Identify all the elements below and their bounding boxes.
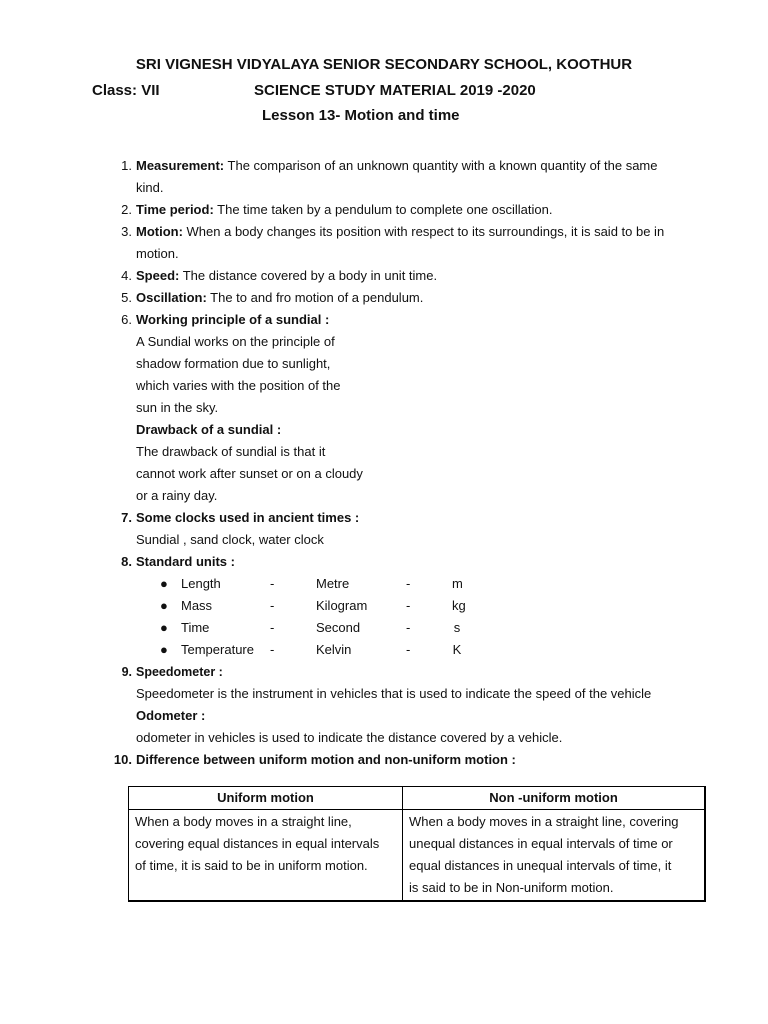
- column-header: Non -uniform motion: [403, 787, 706, 810]
- list-item: [108, 265, 708, 287]
- item-text: The drawback of sundial is that it: [136, 444, 326, 459]
- list-item: [108, 661, 708, 749]
- list-item: [108, 551, 708, 661]
- si-unit: Second: [316, 620, 361, 635]
- units-list: [136, 573, 708, 661]
- item-term: Oscillation:: [136, 290, 207, 305]
- si-unit: Kelvin: [316, 642, 352, 657]
- separator: -: [406, 620, 411, 635]
- separator: -: [270, 598, 275, 613]
- item-term: Working principle of a sundial :: [136, 312, 330, 327]
- unit-row: [136, 595, 708, 617]
- item-term: Some clocks used in ancient times :: [136, 510, 360, 525]
- item-text: The time taken by a pendulum to complete one oscillation.: [213, 202, 553, 217]
- school-name: SRI VIGNESH VIDYALAYA SENIOR SECONDARY SCHOOL, KOOTHUR: [135, 56, 633, 73]
- item-text: which varies with the position of the: [136, 378, 341, 393]
- unit-row: [136, 573, 708, 595]
- item-number: 7.: [121, 510, 132, 525]
- item-text: motion.: [136, 246, 179, 261]
- table-header-row: [129, 787, 706, 810]
- item-number: 5.: [121, 290, 132, 305]
- item-number: 2.: [121, 202, 132, 217]
- item-term: Motion:: [136, 224, 183, 239]
- item-text: Speedometer is the instrument in vehicles that is used to indicate the speed of the vehicle: [136, 686, 652, 701]
- table-row: [129, 810, 706, 902]
- unit-symbol: s: [453, 620, 461, 635]
- table-cell-non-uniform: [403, 810, 706, 902]
- table-cell-uniform: [129, 810, 403, 902]
- list-item: [108, 199, 708, 221]
- list-item: [108, 309, 708, 507]
- bullet-icon: ●: [160, 642, 168, 657]
- item-number: 9.: [121, 665, 132, 679]
- item-text: A Sundial works on the principle of: [136, 334, 335, 349]
- list-item: [108, 155, 708, 199]
- quantity-name: Length: [181, 576, 221, 591]
- item-text: When a body changes its position with respect to its surroundings, it is said to be in: [182, 224, 665, 239]
- item-text: The to and fro motion of a pendulum.: [206, 290, 424, 305]
- item-number: 8.: [121, 554, 132, 569]
- separator: -: [406, 598, 411, 613]
- material-title: SCIENCE STUDY MATERIAL 2019 -2020: [254, 82, 536, 99]
- definitions-list: [108, 155, 708, 771]
- unit-row: [136, 639, 708, 661]
- item-text: shadow formation due to sunlight,: [136, 356, 331, 371]
- separator: -: [270, 620, 275, 635]
- list-item: [108, 221, 708, 265]
- cell-line: equal distances in unequal intervals of time, it: [409, 858, 672, 873]
- item-text: cannot work after sunset or on a cloudy: [136, 466, 363, 481]
- item-number: 3.: [121, 224, 132, 239]
- cell-line: unequal distances in equal intervals of time or: [409, 836, 673, 851]
- cell-line: is said to be in Non-uniform motion.: [409, 880, 614, 895]
- bullet-icon: ●: [160, 598, 168, 613]
- cell-line: When a body moves in a straight line, covering: [409, 814, 679, 829]
- unit-symbol: K: [452, 642, 462, 657]
- item-term: Drawback of a sundial :: [136, 422, 282, 437]
- bullet-icon: ●: [160, 620, 168, 635]
- quantity-name: Temperature: [181, 642, 254, 657]
- item-term: Time period:: [136, 202, 214, 217]
- item-number: 10.: [113, 752, 132, 767]
- list-item: [108, 287, 708, 309]
- item-number: 1.: [121, 158, 132, 173]
- quantity-name: Time: [181, 620, 210, 635]
- unit-symbol: kg: [452, 598, 466, 613]
- item-term: Odometer :: [136, 708, 206, 723]
- lesson-title: Lesson 13- Motion and time: [262, 107, 460, 124]
- item-text: Sundial , sand clock, water clock: [136, 532, 324, 547]
- item-term: Speedometer :: [136, 665, 223, 679]
- item-term: Measurement:: [136, 158, 225, 173]
- item-number: 4.: [121, 268, 132, 283]
- si-unit: Metre: [316, 576, 350, 591]
- cell-line: of time, it is said to be in uniform motion.: [135, 858, 368, 873]
- unit-symbol: m: [452, 576, 463, 591]
- list-item: [108, 507, 708, 551]
- item-text: kind.: [136, 180, 164, 195]
- cell-line: covering equal distances in equal intervals: [135, 836, 380, 851]
- separator: -: [406, 576, 411, 591]
- cell-line: When a body moves in a straight line,: [135, 814, 352, 829]
- item-term: Difference between uniform motion and non-uniform motion :: [136, 752, 516, 767]
- comparison-table: [128, 786, 706, 902]
- si-unit: Kilogram: [316, 598, 368, 613]
- bullet-icon: ●: [160, 576, 168, 591]
- class-label: Class: VII: [92, 82, 160, 99]
- item-text: The distance covered by a body in unit time.: [179, 268, 438, 283]
- item-text: odometer in vehicles is used to indicate the distance covered by a vehicle.: [136, 730, 563, 745]
- unit-row: [136, 617, 708, 639]
- list-item: [108, 749, 708, 771]
- item-term: Standard units :: [136, 554, 235, 569]
- item-number: 6.: [121, 312, 132, 327]
- separator: -: [270, 642, 275, 657]
- item-text: or a rainy day.: [136, 488, 218, 503]
- separator: -: [406, 642, 411, 657]
- item-term: Speed:: [136, 268, 180, 283]
- quantity-name: Mass: [181, 598, 213, 613]
- column-header: Uniform motion: [129, 787, 403, 810]
- separator: -: [270, 576, 275, 591]
- item-text: The comparison of an unknown quantity with a known quantity of the same: [224, 158, 658, 173]
- item-text: sun in the sky.: [136, 400, 219, 415]
